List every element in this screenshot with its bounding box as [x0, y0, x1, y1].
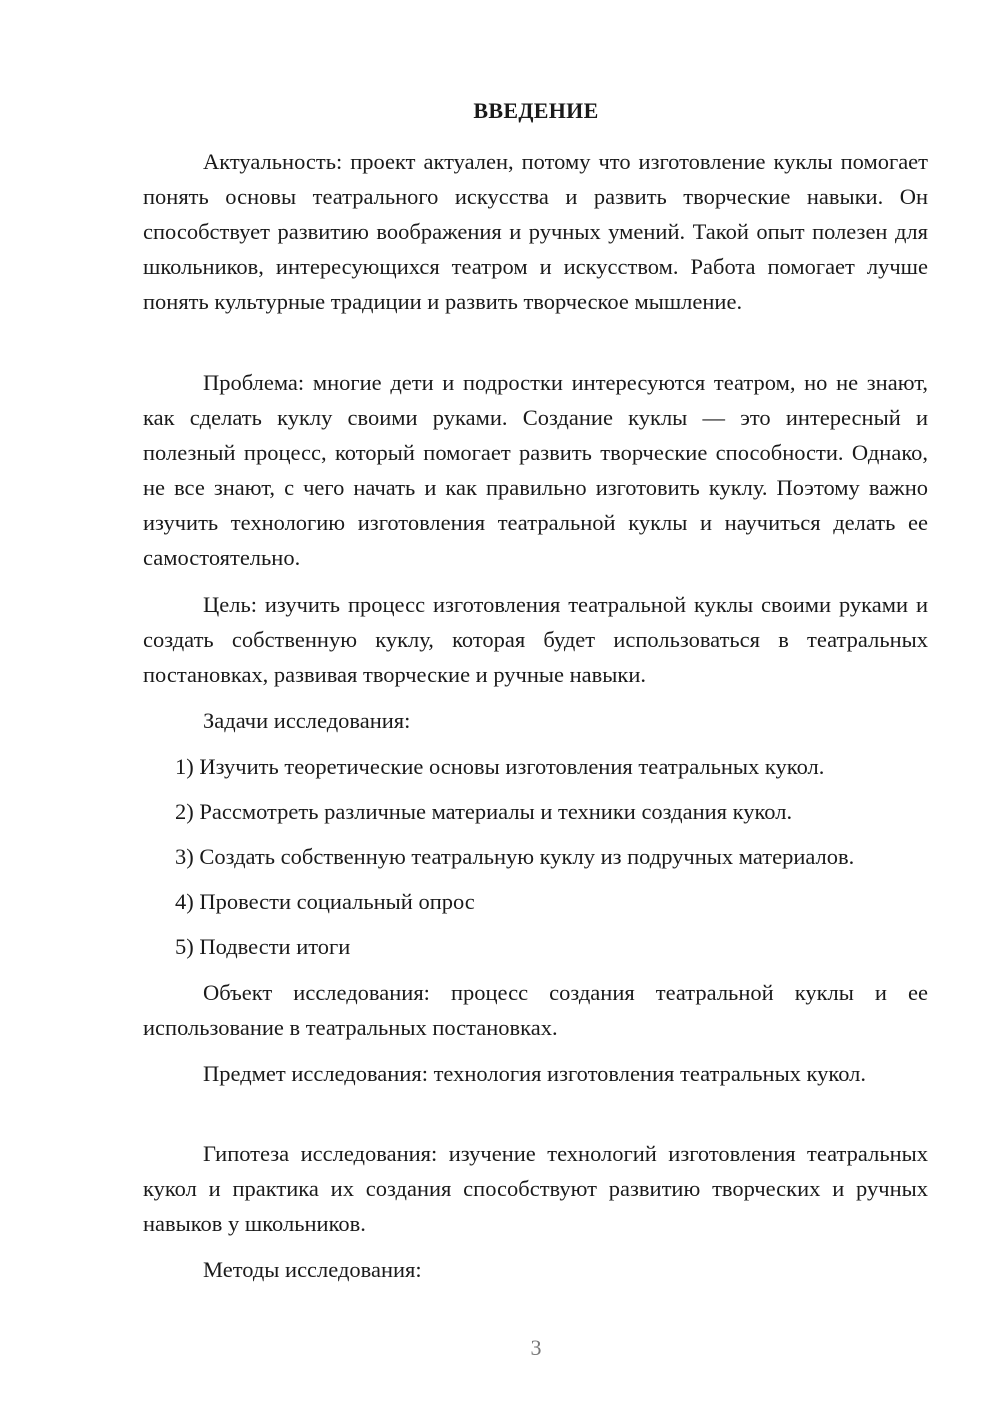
task-item-4: 4) Провести социальный опрос — [175, 889, 475, 914]
problem-paragraph: Проблема: многие дети и подростки интересуются театром, но не знают, как сделать куклу своими руками. Создание куклы — это интересный и полезный процесс, который помогает развить творческие способности. Однако, не все знают, с чего начать и как правильно изготовить куклу. Поэтому важно изучить технологию изготовления театральной куклы и научиться делать ее самостоятельно. — [143, 370, 928, 570]
object-paragraph: Объект исследования: процесс создания театральной куклы и ее использование в театральных постановках. — [143, 980, 928, 1040]
hypothesis-paragraph-block — [143, 1136, 928, 1241]
task-item-1: 1) Изучить теоретические основы изготовления театральных кукол. — [175, 754, 825, 779]
object-paragraph-block — [143, 975, 928, 1045]
hypothesis-paragraph: Гипотеза исследования: изучение технологий изготовления театральных кукол и практика их создания способствуют развитию творческих и ручных навыков у школьников. — [143, 1141, 928, 1236]
tasks-heading: Задачи исследования: — [203, 708, 411, 733]
methods-heading: Методы исследования: — [203, 1257, 422, 1282]
problem-paragraph-block — [143, 365, 928, 575]
task-item-5: 5) Подвести итоги — [175, 934, 351, 959]
page-number: 3 — [530, 1335, 542, 1360]
relevance-paragraph-block — [143, 144, 928, 319]
task-item-3: 3) Создать собственную театральную куклу из подручных материалов. — [175, 844, 855, 869]
subject-paragraph-block — [143, 1056, 928, 1091]
section-title: ВВЕДЕНИЕ — [473, 98, 599, 123]
goal-paragraph-block — [143, 587, 928, 692]
goal-paragraph: Цель: изучить процесс изготовления театральной куклы своими руками и создать собственную куклу, которая будет использоваться в театральных постановках, развивая творческие и ручные навыки. — [143, 592, 928, 687]
task-item-2: 2) Рассмотреть различные материалы и техники создания кукол. — [175, 799, 793, 824]
relevance-paragraph: Актуальность: проект актуален, потому что изготовление куклы помогает понять основы театрального искусства и развить творческие навыки. Он способствует развитию воображения и ручных умений. Такой опыт полезен для школьников, интересующихся театром и искусством. Работа помогает лучше понять культурные традиции и развить творческое мышление. — [143, 149, 928, 314]
subject-paragraph: Предмет исследования: технология изготовления театральных кукол. — [203, 1061, 867, 1086]
